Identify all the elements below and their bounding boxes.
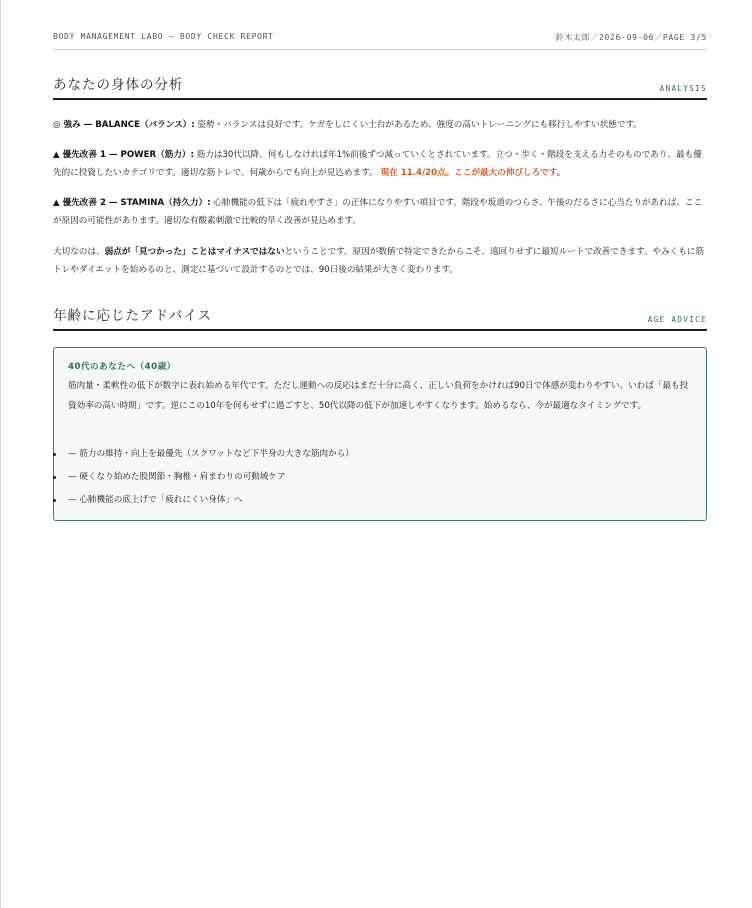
- list-item: [68, 466, 354, 489]
- bullet-icon: [53, 476, 56, 479]
- analysis-title: あなたの身体の分析: [53, 77, 184, 93]
- priority1-label: ▲ 優先改善 1 — POWER（筋力）:: [53, 150, 194, 160]
- summary-pre: 大切なのは、: [53, 247, 105, 257]
- age-advice-title: 年齢に応じたアドバイス: [53, 308, 213, 324]
- strength-label: ◎ 強み — BALANCE（バランス）:: [53, 120, 195, 130]
- age-advice-box: [53, 347, 707, 521]
- strength-paragraph: [53, 116, 707, 134]
- analysis-section-heading: [53, 76, 707, 100]
- advice-box-text: 筋肉量・柔軟性の低下が数字に表れ始める年代です。ただし運動への反応はまだ十分に高く、正しい負荷をかければ90日で体感が変わりやすい、いわば「最も投資効率の高い時期」です。逆にこの10年を何もせずに過ごすと、50代以降の低下が加速しやすくなります。始めるなら、今が最適なタイミングです。: [68, 381, 689, 411]
- advice-item-text: — 硬くなり始めた股関節・胸椎・肩まわりの可動域ケア: [68, 472, 286, 482]
- advice-item-text: — 筋力の維持・向上を最優先（スクワットなど下半身の大きな筋肉から）: [68, 449, 354, 459]
- age-advice-section-heading: [53, 307, 707, 331]
- header-meta: 鈴木太郎／2026-09-06／PAGE 3/5: [555, 33, 707, 42]
- report-header: [53, 32, 707, 50]
- strength-text: 姿勢・バランスは良好です。ケガをしにくい土台があるため、強度の高いトレーニングにも移行しやすい状態です。: [194, 120, 642, 130]
- age-advice-title-en: AGE ADVICE: [647, 315, 707, 324]
- summary-paragraph: [53, 243, 707, 279]
- priority2-paragraph: [53, 194, 707, 230]
- priority2-label: ▲ 優先改善 2 — STAMINA（持久力）:: [53, 198, 211, 208]
- bullet-icon: [53, 499, 56, 502]
- bullet-icon: [53, 453, 56, 456]
- header-report-title: BODY MANAGEMENT LABO — BODY CHECK REPORT: [53, 32, 274, 41]
- priority1-highlight: 現在 11.4/20点。ここが最大の伸びしろです。: [377, 168, 566, 178]
- summary-post: ということです。原因が数値で特定できたからこそ、遠回りせずに最短ルートで改善できます。やみくもに筋トレやダイエットを始めるのと、測定に基づいて設計するのとでは、90日後の結果が大きく変わります。: [53, 247, 705, 275]
- list-item: [68, 443, 354, 466]
- summary-bold: 弱点が「見つかった」ことはマイナスではない: [104, 247, 285, 257]
- list-item: [68, 489, 354, 512]
- advice-item-text: — 心肺機能の底上げで「疲れにくい身体」へ: [68, 495, 243, 505]
- priority2-text: 心肺機能の低下は「疲れやすさ」の正体になりやすい項目です。階段や坂道のつらさ、午後のだるさに心当たりがあれば、ここが原因の可能性があります。適切な有酸素刺激で比較的早く改善が見込めます。: [53, 198, 703, 226]
- analysis-title-en: ANALYSIS: [659, 84, 707, 93]
- priority1-text: 筋力は30代以降、何もしなければ年1%前後ずつ減っていくとされています。立つ・歩く・階段を支える力そのものであり、最も優先的に投資したいカテゴリです。適切な筋トレで、何歳からでも向上が見込めます。: [53, 150, 702, 178]
- advice-list: [68, 443, 354, 512]
- priority1-paragraph: [53, 146, 707, 182]
- advice-box-title: 40代のあなたへ（40歳）: [68, 362, 176, 372]
